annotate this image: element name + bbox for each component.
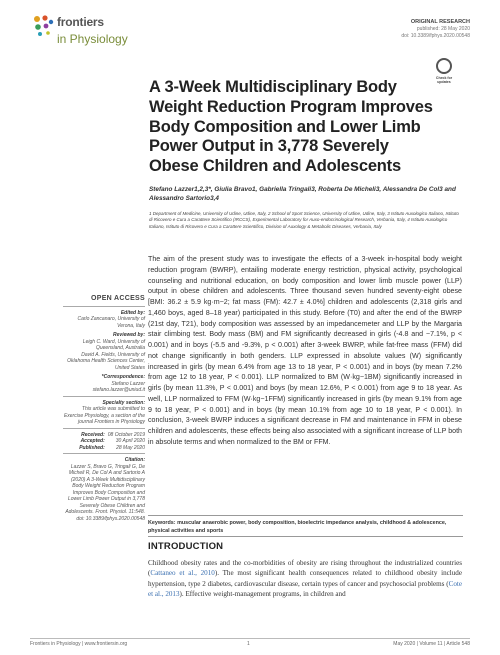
- open-access-label: OPEN ACCESS: [91, 295, 145, 302]
- specialty-section-label: Specialty section:: [102, 399, 145, 406]
- sidebar-divider: [63, 396, 145, 397]
- article-info-sidebar: [63, 296, 145, 522]
- footer-volume-info: May 2020 | Volume 11 | Article 548: [393, 641, 470, 647]
- check-updates-label: Check for updates: [435, 76, 453, 84]
- sidebar-divider: [63, 428, 145, 429]
- frontiers-logo-icon: [32, 14, 54, 38]
- published-date-sidebar: 28 May 2020: [116, 444, 145, 451]
- journal-title: in Physiology: [57, 32, 128, 46]
- keywords-top-divider: [148, 515, 463, 516]
- citation-label: Citation:: [124, 457, 145, 463]
- citation-link[interactable]: Cattaneo et al., 2010: [150, 569, 215, 578]
- published-date: published: 28 May 2020: [416, 26, 470, 32]
- page-number: 1: [247, 641, 250, 647]
- journal-brand: frontiers: [57, 15, 104, 29]
- author-list: Stefano Lazzer1,2,3*, Giulia Bravo1, Gabriella Tringali3, Roberta De Micheli3, Alessandra De Col3 and Alessandro Sartorio3,4: [149, 186, 456, 202]
- intro-text-part: ). The most significant health consequences related to childhood obesity include hypertension, type 2 diabetes, cardiovascular disease, certain types of cancer and psychosocial problems (: [148, 569, 462, 588]
- article-title: A 3-Week Multidisciplinary Body Weight Reduction Program Improves Body Composition and Lower Limb Power Output in 3,778 Severely Obese Children and Adolescents: [149, 78, 433, 176]
- introduction-text: [148, 558, 462, 599]
- keywords-label: Keywords:: [148, 520, 176, 526]
- reviewer: Leigh C. Ward, University of Queensland, Australia: [82, 338, 145, 351]
- correspondence-label: *Correspondence:: [101, 374, 145, 380]
- article-meta: [401, 19, 470, 40]
- refresh-icon: [436, 58, 452, 74]
- doi[interactable]: doi: 10.3389/fphys.2020.00548: [401, 33, 470, 39]
- received-date: 08 October 2019: [107, 431, 145, 438]
- footer-journal-link[interactable]: Frontiers in Physiology | www.frontiersin.org: [30, 641, 128, 647]
- received-label: Received:: [81, 431, 105, 438]
- affiliations: 1 Department of Medicine, University of Udine, Udine, Italy, 2 School of Sport Science, University of Udine, Udine, Italy, 3 Istituto Auxologico Italiano, Istituto di Ricovero e Cura a Carattere Scientifico (IRCCS), Experimental Laboratory for Auxo-endocrinological Research, Verbania, Italy, 4 Istituto Auxologico Italiano, Istituto di Ricovero e Cura a Carattere Scientifico, Division of Auxology & Metabolic Diseases, Verbania, Italy: [149, 211, 459, 229]
- edited-by-label: Edited by:: [120, 309, 145, 316]
- sidebar-divider: [63, 306, 145, 307]
- keywords: [148, 520, 462, 535]
- editor: Carlo Zancanaro, University of Verona, Italy: [77, 316, 145, 329]
- published-label: Published:: [79, 444, 105, 451]
- accepted-label: Accepted:: [80, 438, 105, 444]
- footer-divider: [30, 638, 470, 639]
- sidebar-divider: [63, 453, 145, 454]
- specialty-section-text: This article was submitted to Exercise Physiology, a section of the journal Frontiers in Physiology: [63, 406, 145, 425]
- citation-text: Lazzer S, Bravo G, Tringali G, De Micheli R, De Col A and Sartorio A (2020) A 3-Week Multidisciplinary Body Weight Reduction Program Improves Body Composition and Lower Limb Power Output in 3,778 Severely Obese Children and Adolescents. Front. Physiol. 11:548. doi: 10.3389/fphys.2020.00548: [65, 463, 145, 522]
- accepted-date: 30 April 2020: [115, 438, 145, 444]
- reviewed-by-label: Reviewed by:: [113, 332, 145, 338]
- introduction-heading: INTRODUCTION: [148, 541, 224, 552]
- article-dates: [63, 432, 145, 452]
- intro-text-part: Childhood obesity rates and the co-morbidities of obesity are rising throughout the industrialized countries (: [148, 559, 462, 578]
- keywords-list: muscular anaerobic power, body composition, bioelectric impedance analysis, childhood & adolescence, physical activities and sports: [148, 520, 447, 534]
- keywords-bottom-divider: [148, 536, 463, 537]
- correspondence-contact[interactable]: Stefano Lazzer stefano.lazzer@uniud.it: [92, 380, 145, 393]
- journal-logo[interactable]: [32, 12, 152, 52]
- article-type: ORIGINAL RESEARCH: [410, 19, 470, 25]
- intro-text-part: ). Effective weight-management programs, in children and: [179, 589, 346, 598]
- abstract: The aim of the present study was to investigate the effects of a 3-week in-hospital body weight reduction program (BWRP), entailing moderate energy restriction, physical activity, psychological counseling and nutritional education, on body composition and lower limb muscle power (LLP) output in obese children and adolescents. Three thousand seven hundred seventy-eight obese [BMI: 36.2 ± 5.9 kg·m−2; fat mass (FM): 42.7 ± 4.0%] children and adolescents (2,318 girls and 1,460 boys, aged 8–18 year) participated in this study. Before (T0) and after the end of the BWRP (21st day, T21), body composition was assessed by an impedancemeter and LLP by the Margaria stair climbing test. Body mass (BM) and FM significantly decreased in girls (-4.8 and −7.1%, p < 0.001) and in boys (-5.5 and -9.3%, p < 0.001) after 3-week BWRP, while fat-free mass (FFM) did not change significantly in both genders. LLP expressed in absolute values (W) significantly increased in girls (by mean 6.4% from age 13 to 18 year, P < 0.001) and in boys (by mean 7.2% from age 12 to 18 year, P < 0.001). LLP normalized to BM (W·kg−1BM) significantly increased in girls (by mean 11.3%, P < 0.001) and boys (by mean 12.6%, P < 0.001) from age 9 to 18 year. As well, LLP normalized to FFM (W·kg−1FFM) significantly increased in girls (by mean 9.1% from age 9 to 18 year, P < 0.001) and in boys (by mean 10.1% from age 10 to 18 year, P < 0.001). In conclusion, 3-week BWRP induces a significant decrease in FM and maintenance in FFM in obese children and adolescents, these effects being also associated with a significant increase of LLP both in absolute terms and when normalized to the BM or FFM.: [148, 255, 462, 446]
- citation-link[interactable]: Cote et al., 2013: [148, 579, 462, 598]
- reviewer: David A. Fields, University of Oklahoma Health Sciences Center, United States: [67, 351, 145, 371]
